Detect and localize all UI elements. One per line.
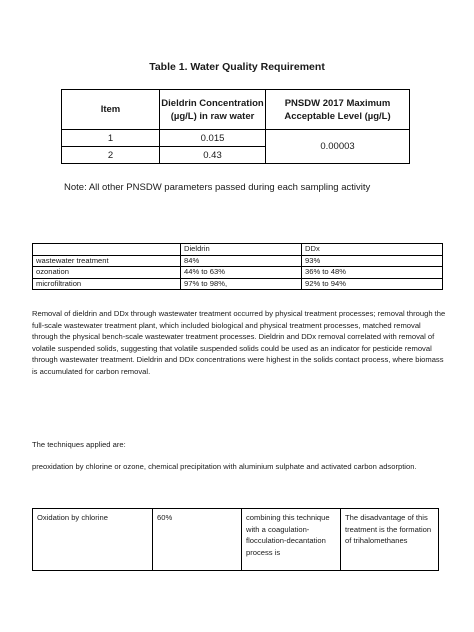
removal-row-label: microfiltration	[33, 278, 181, 290]
removal-row-dieldrin: 97% to 98%,	[181, 278, 302, 290]
max-acceptable-level: 0.00003	[266, 130, 410, 164]
technique-name-cell: Oxidation by chlorine	[33, 509, 153, 571]
oxidation-table	[32, 508, 439, 571]
header-item: Item	[62, 90, 160, 130]
row2-concentration: 0.43	[160, 147, 266, 164]
removal-table	[32, 243, 443, 290]
header-dieldrin-concentration: Dieldrin Concentration (µg/L) in raw water	[160, 90, 266, 130]
removal-row-dieldrin: 44% to 63%	[181, 267, 302, 279]
techniques-text: preoxidation by chlorine or ozone, chemical precipitation with aluminium sulphate and activated carbon adsorption.	[32, 462, 417, 471]
technique-efficiency-cell: 60%	[153, 509, 242, 571]
removal-row-ddx: 92% to 94%	[302, 278, 443, 290]
removal-header-ddx: DDx	[302, 244, 443, 256]
removal-row-label: wastewater treatment	[33, 255, 181, 267]
header-pnsdw-max-level: PNSDW 2017 Maximum Acceptable Level (µg/L)	[266, 90, 410, 130]
technique-disadvantage-cell: The disadvantage of this treatment is the formation of trihalomethanes	[341, 509, 439, 571]
technique-combination-cell: combining this technique with a coagulation-flocculation-decantation process is	[242, 509, 341, 571]
removal-row-label: ozonation	[33, 267, 181, 279]
removal-header-dieldrin: Dieldrin	[181, 244, 302, 256]
table1-note: Note: All other PNSDW parameters passed during each sampling activity	[64, 182, 371, 193]
removal-row-dieldrin: 84%	[181, 255, 302, 267]
row2-item: 2	[62, 147, 160, 164]
water-quality-table	[61, 89, 410, 164]
row1-item: 1	[62, 130, 160, 147]
removal-row-ddx: 93%	[302, 255, 443, 267]
removal-paragraph: Removal of dieldrin and DDx through wastewater treatment occurred by physical treatment processes; removal through the full-scale wastewater treatment plant, which included biological and physical treatment processes, matched removal through the physical bench-scale wastewater treatment processes. Dieldrin and DDx removal correlated with removal of volatile suspended solids, suggesting that volatile suspended solids could be used as an indicator for pesticide removal through wastewater treatment. Dieldrin and DDx concentrations were highest in the solids contact process, where biomass is accumulated for carbon removal.	[32, 309, 446, 376]
techniques-heading: The techniques applied are:	[32, 440, 126, 449]
row1-concentration: 0.015	[160, 130, 266, 147]
table1-title: Table 1. Water Quality Requirement	[149, 61, 325, 73]
removal-header-blank	[33, 244, 181, 256]
removal-row-ddx: 36% to 48%	[302, 267, 443, 279]
